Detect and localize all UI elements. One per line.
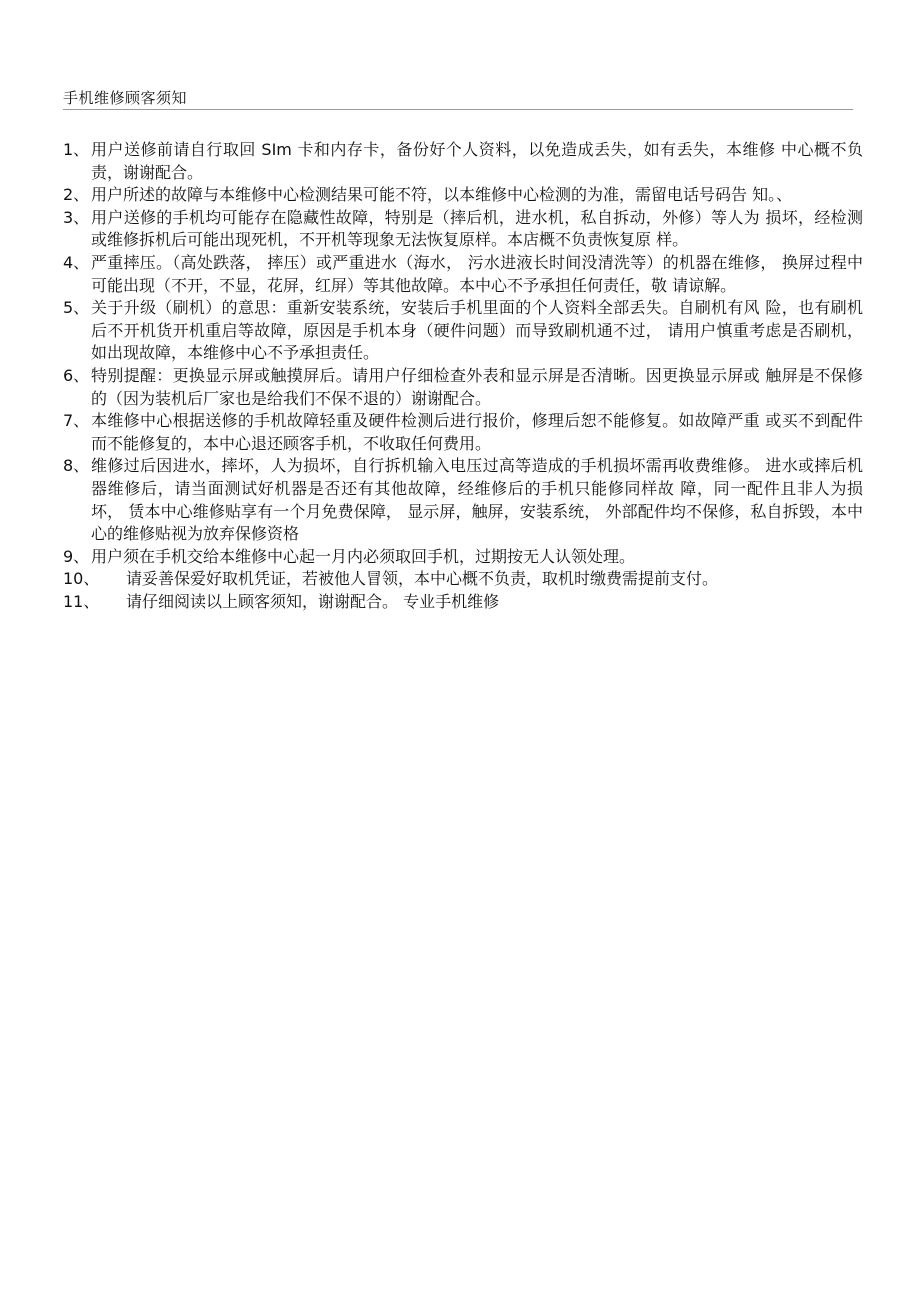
page-title: 手机维修顾客须知 — [63, 89, 188, 107]
item-number: 9、 — [63, 546, 90, 566]
item-text: 请仔细阅读以上顾客须知，谢谢配合。 专业手机维修 — [126, 591, 500, 611]
list-item — [63, 297, 863, 365]
item-number: 4、 — [63, 252, 90, 272]
item-number: 1、 — [63, 140, 90, 159]
item-text: 关于升级（刷机）的意思：重新安装系统，安装后手机里面的个人资料全部丢失。自刷机有风 险，也有刷机后不开机货开机重启等故障，原因是手机本身（硬件问题）而导致刷机通不过， 请用户慎重考虑是否刷机，如出现故障，本维修中心不予承担责任。 — [91, 298, 863, 363]
item-text: 维修过后因进水，摔坏，人为损坏，自行拆机输入电压过高等造成的手机损坏需再收费维修。 进水或摔后机器维修后，请当面测试好机器是否还有其他故障，经维修后的手机只能修同样故 障，同一配件且非人为损坏， 赁本中心维修贴享有一个月免费保障， 显示屏，触屏，安装系统， 外部配件均不保修，私自拆毁，本中心的维修贴视为放弃保修资格 — [91, 456, 863, 544]
list-item — [63, 139, 863, 184]
list-item — [63, 410, 863, 455]
list-item — [63, 546, 863, 569]
list-item — [63, 591, 863, 614]
item-number: 2、 — [63, 185, 90, 205]
item-number: 6、 — [63, 365, 90, 385]
item-text: 用户送修的手机均可能存在隐藏性故障，特别是（摔后机，进水机，私自拆动，外修）等人为 损坏，经检测或维修拆机后可能出现死机，不开机等现象无法恢复原样。本店概不负责恢复原 样。 — [91, 207, 863, 250]
item-number: 8、 — [63, 456, 90, 476]
item-number: 11、 — [63, 591, 100, 611]
item-text: 严重摔压。（高处跌落， 摔压）或严重进水（海水， 污水进液长时间没清洗等）的机器在维修， 换屏过程中可能出现（不开，不显，花屏，红屏）等其他故障。本中心不予承担任何责任，敬 请谅解。 — [91, 252, 863, 295]
list-item — [63, 207, 863, 252]
item-text: 请妥善保爱好取机凭证，若被他人冒领，本中心概不负责，取机时缴费需提前支付。 — [126, 569, 719, 589]
item-number: 3、 — [63, 207, 90, 227]
item-text: 用户所述的故障与本维修中心检测结果可能不符，以本维修中心检测的为准，需留电话号码告 知。、 — [91, 185, 793, 205]
list-item — [63, 568, 863, 591]
list-item — [63, 455, 863, 545]
item-text: 特别提醒：更换显示屏或触摸屏后。请用户仔细检查外表和显示屏是否清晰。因更换显示屏或 触屏是不保修的（因为装机后厂家也是给我们不保不退的）谢谢配合。 — [91, 365, 863, 408]
item-number: 10、 — [63, 569, 100, 589]
page-header — [63, 87, 853, 110]
item-text: 用户须在手机交给本维修中心起一月内必须取回手机，过期按无人认领处理。 — [91, 546, 636, 566]
item-number: 7、 — [63, 411, 90, 431]
list-item — [63, 365, 863, 410]
list-item — [63, 184, 863, 207]
list-item — [63, 252, 863, 297]
item-text: 用户送修前请自行取回 SIm 卡和内存卡，备份好个人资料，以免造成丢失，如有丢失，本维修 中心概不负责，谢谢配合。 — [91, 140, 863, 182]
notice-list — [63, 139, 863, 613]
item-number: 5、 — [63, 298, 90, 318]
item-text: 本维修中心根据送修的手机故障轻重及硬件检测后进行报价，修理后恕不能修复。如故障严重 或买不到配件而不能修复的，本中心退还顾客手机，不收取任何费用。 — [91, 411, 863, 453]
